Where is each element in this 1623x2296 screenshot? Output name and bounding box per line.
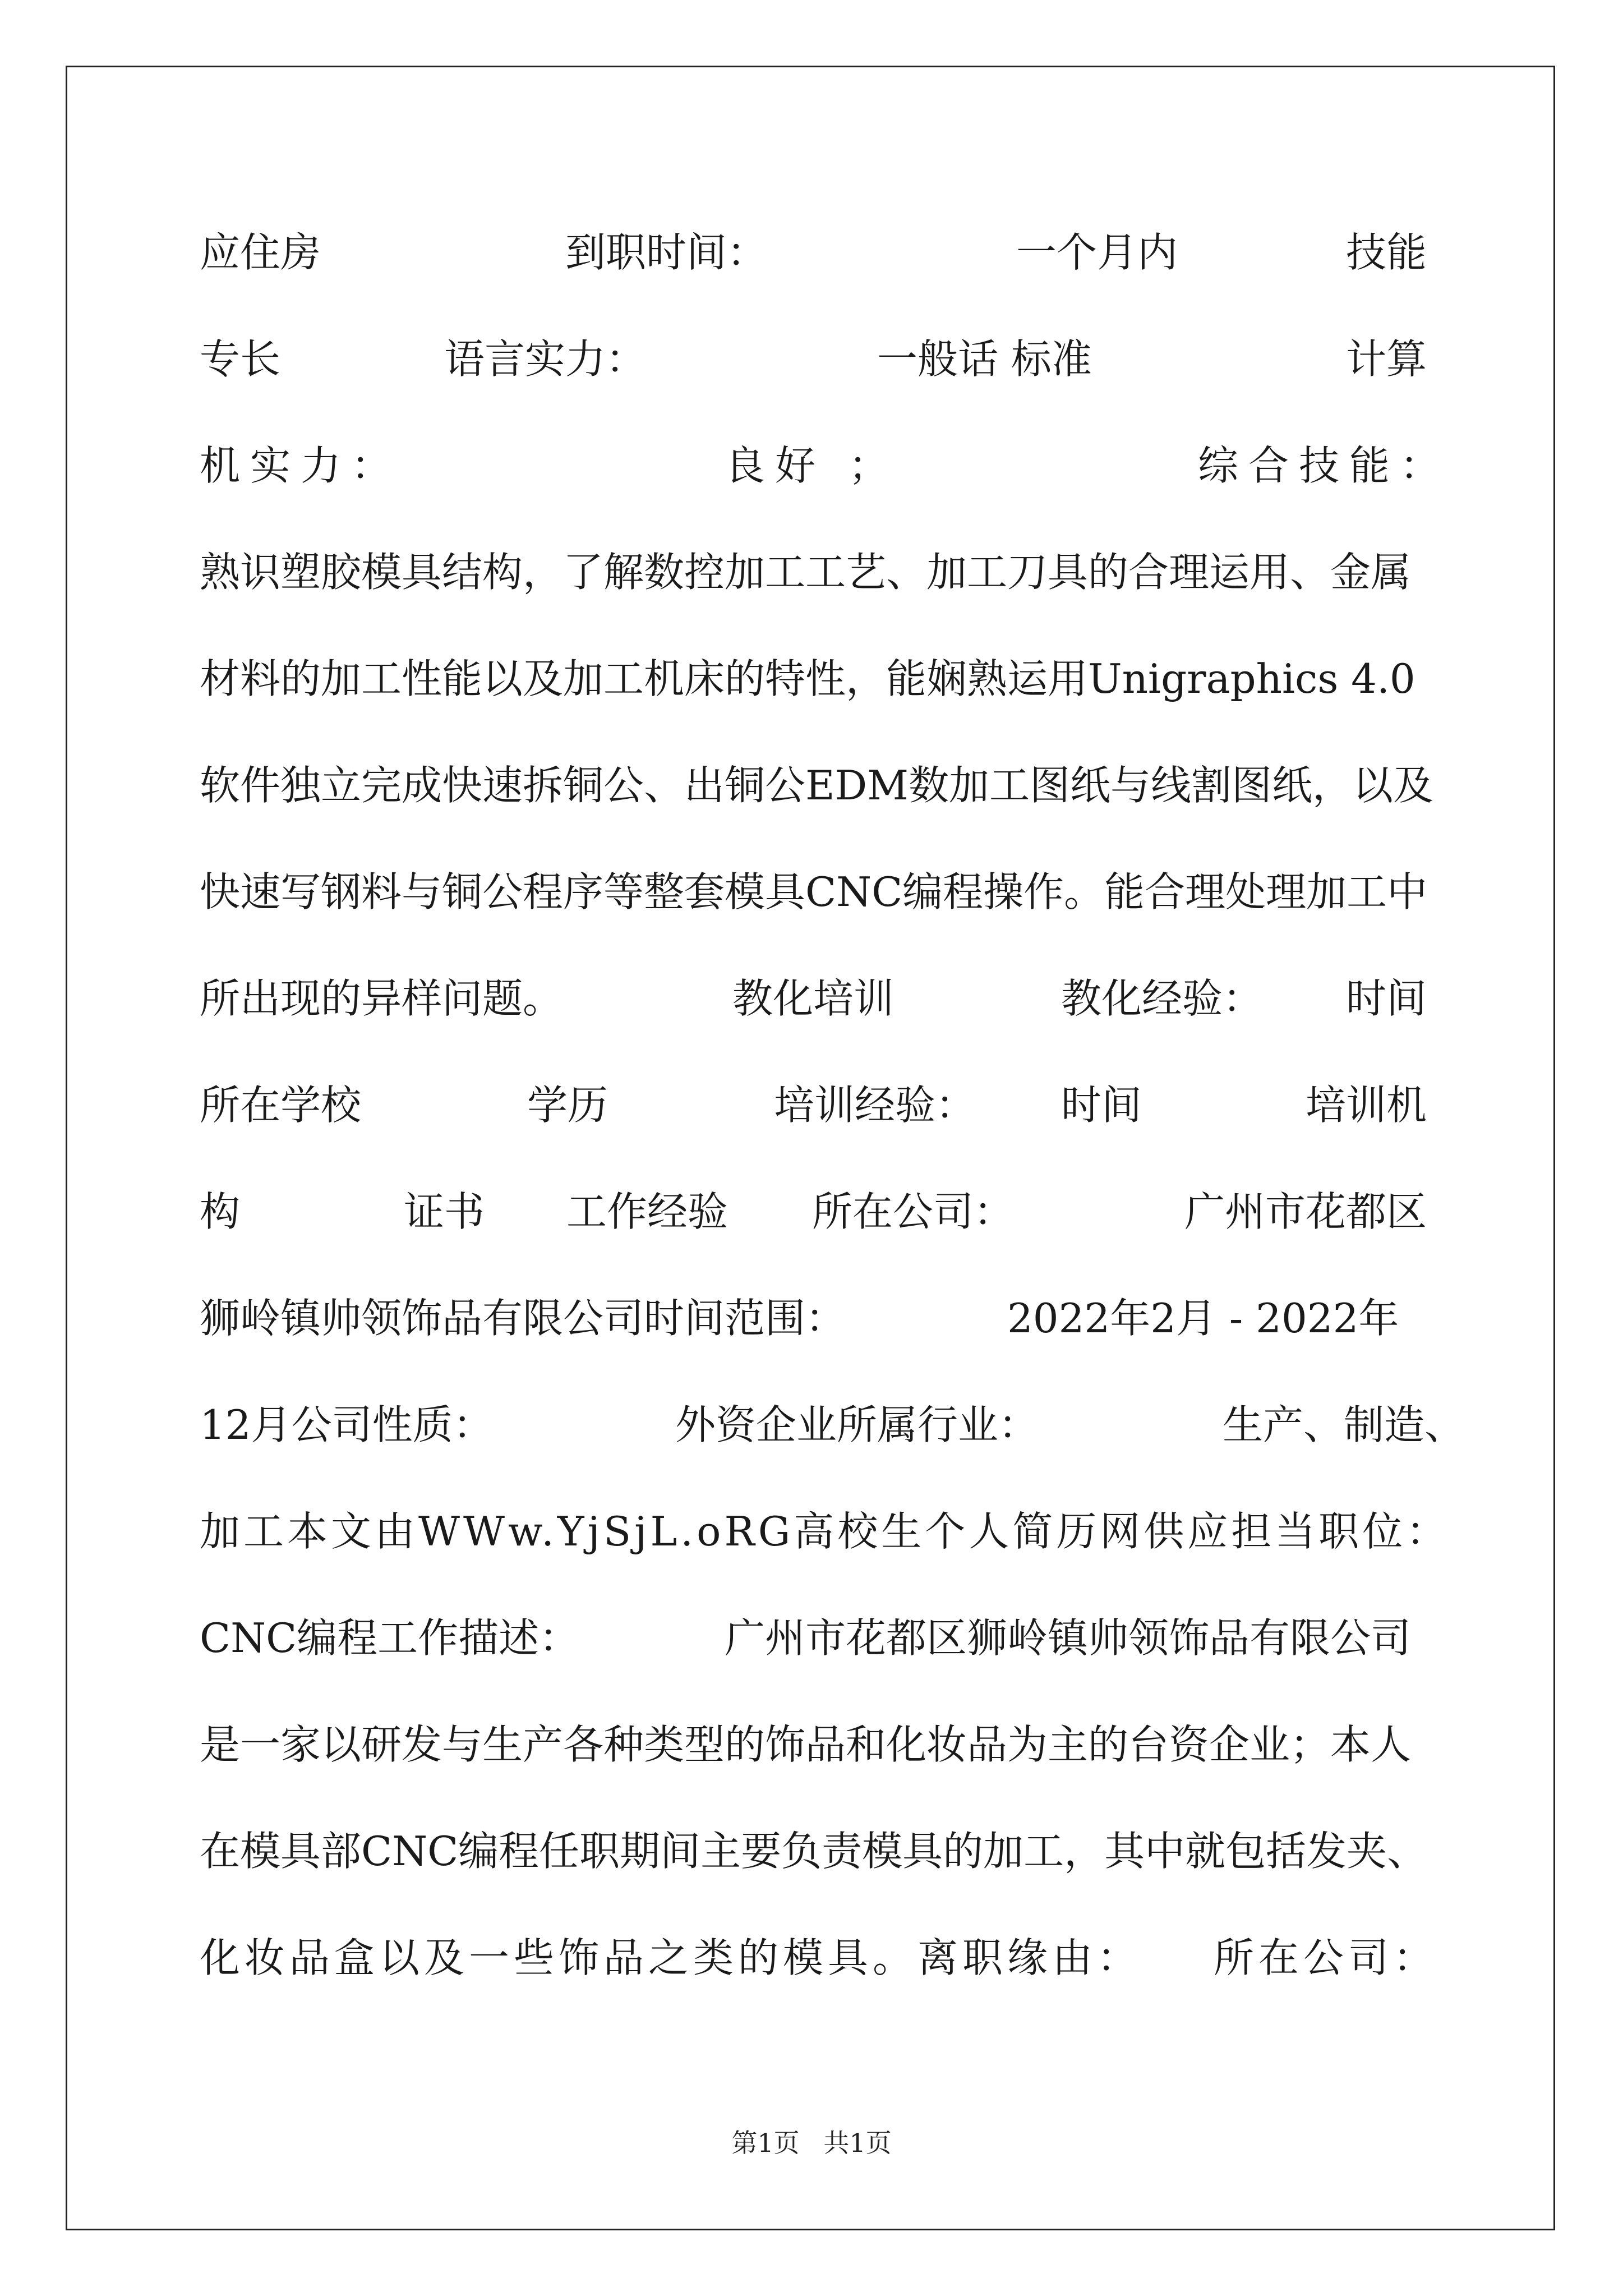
text-segment: 广州市花都区 <box>1184 1188 1427 1235</box>
text-line-5 <box>200 642 1433 715</box>
text-segment: 教化培训 <box>732 975 895 1022</box>
text-segment: 在模具部CNC编程任职期间主要负责模具的加工，其中就包括发夹、 <box>200 1828 1428 1875</box>
text-segment: 教化经验： <box>1061 975 1264 1022</box>
text-line-13 <box>200 1495 1450 1568</box>
text-segment: 培训经验： <box>774 1082 976 1129</box>
page-total: 共1页 <box>823 2128 892 2158</box>
text-segment: 机实力： <box>200 442 402 489</box>
text-segment: 学历 <box>527 1082 608 1129</box>
text-line-1 <box>200 216 1433 289</box>
text-segment: 时间 <box>1346 975 1427 1022</box>
page-footer <box>0 2126 1623 2160</box>
text-segment: 软件独立完成快速拆铜公、出铜公EDM数加工图纸与线割图纸，以及 <box>200 762 1434 809</box>
text-segment: 语言实力： <box>444 335 647 383</box>
text-segment: 材料的加工性能以及加工机床的特性，能娴熟运用Unigraphics 4.0 <box>200 655 1415 702</box>
text-segment: 所在公司： <box>1214 1934 1438 1981</box>
text-line-11 <box>200 1282 1433 1355</box>
text-segment: 狮岭镇帅领饰品有限公司时间范围： <box>200 1295 846 1342</box>
text-line-12 <box>200 1388 1465 1461</box>
text-segment: 一般话 标准 <box>877 335 1092 383</box>
text-line-14 <box>200 1602 1433 1674</box>
text-segment: 广州市花都区狮岭镇帅领饰品有限公司 <box>725 1614 1412 1662</box>
text-segment: 快速写钢料与铜公程序等整套模具CNC编程操作。能合理处理加工中 <box>200 868 1428 915</box>
text-line-6 <box>200 749 1433 822</box>
text-segment: 熟识塑胶模具结构，了解数控加工工艺、加工刀具的合理运用、金属 <box>200 549 1412 596</box>
text-segment: 综合技能： <box>1198 442 1451 489</box>
text-line-9 <box>200 1069 1433 1142</box>
text-line-2 <box>200 323 1433 395</box>
text-line-3 <box>200 429 1451 502</box>
text-segment: 计算 <box>1346 335 1427 383</box>
text-segment: 外资企业所属行业： <box>675 1401 1039 1448</box>
text-line-16 <box>200 1815 1433 1888</box>
text-segment: 培训机 <box>1306 1082 1427 1129</box>
text-segment: 到职时间： <box>565 229 768 276</box>
text-segment: 所在学校 <box>200 1082 362 1129</box>
text-segment: 应住房 <box>200 229 321 276</box>
text-segment: 12月公司性质： <box>200 1401 494 1448</box>
text-line-10 <box>200 1175 1433 1248</box>
text-segment: 一个月内 <box>1016 229 1178 276</box>
text-segment: 时间 <box>1061 1082 1142 1129</box>
text-line-4 <box>200 536 1433 609</box>
text-line-7 <box>200 855 1433 928</box>
text-segment: 所出现的异样问题。 <box>200 975 564 1022</box>
text-segment: 加工本文由WWw.YjSjL.oRG高校生个人简历网供应担当职位： <box>200 1508 1450 1555</box>
text-segment: 技能 <box>1346 229 1427 276</box>
text-segment: 所在公司： <box>812 1188 1015 1235</box>
text-line-15 <box>200 1708 1433 1781</box>
text-segment: 化妆品盒以及一些饰品之类的模具。离职缘由： <box>200 1934 1142 1981</box>
text-segment: 工作经验 <box>566 1188 728 1235</box>
text-segment: CNC编程工作描述： <box>200 1614 580 1662</box>
text-segment: 2022年2月 - 2022年 <box>1007 1295 1399 1342</box>
page-number: 第1页 <box>731 2128 800 2158</box>
text-segment: 构 <box>200 1188 241 1235</box>
text-segment: 生产、制造、 <box>1223 1401 1465 1448</box>
text-segment: 是一家以研发与生产各种类型的饰品和化妆品为主的台资企业；本人 <box>200 1721 1412 1768</box>
text-segment: 专长 <box>200 335 281 383</box>
text-segment: 良好 ； <box>725 442 899 489</box>
text-line-17 <box>200 1921 1438 1994</box>
text-line-8 <box>200 962 1433 1035</box>
text-segment: 证书 <box>404 1188 485 1235</box>
